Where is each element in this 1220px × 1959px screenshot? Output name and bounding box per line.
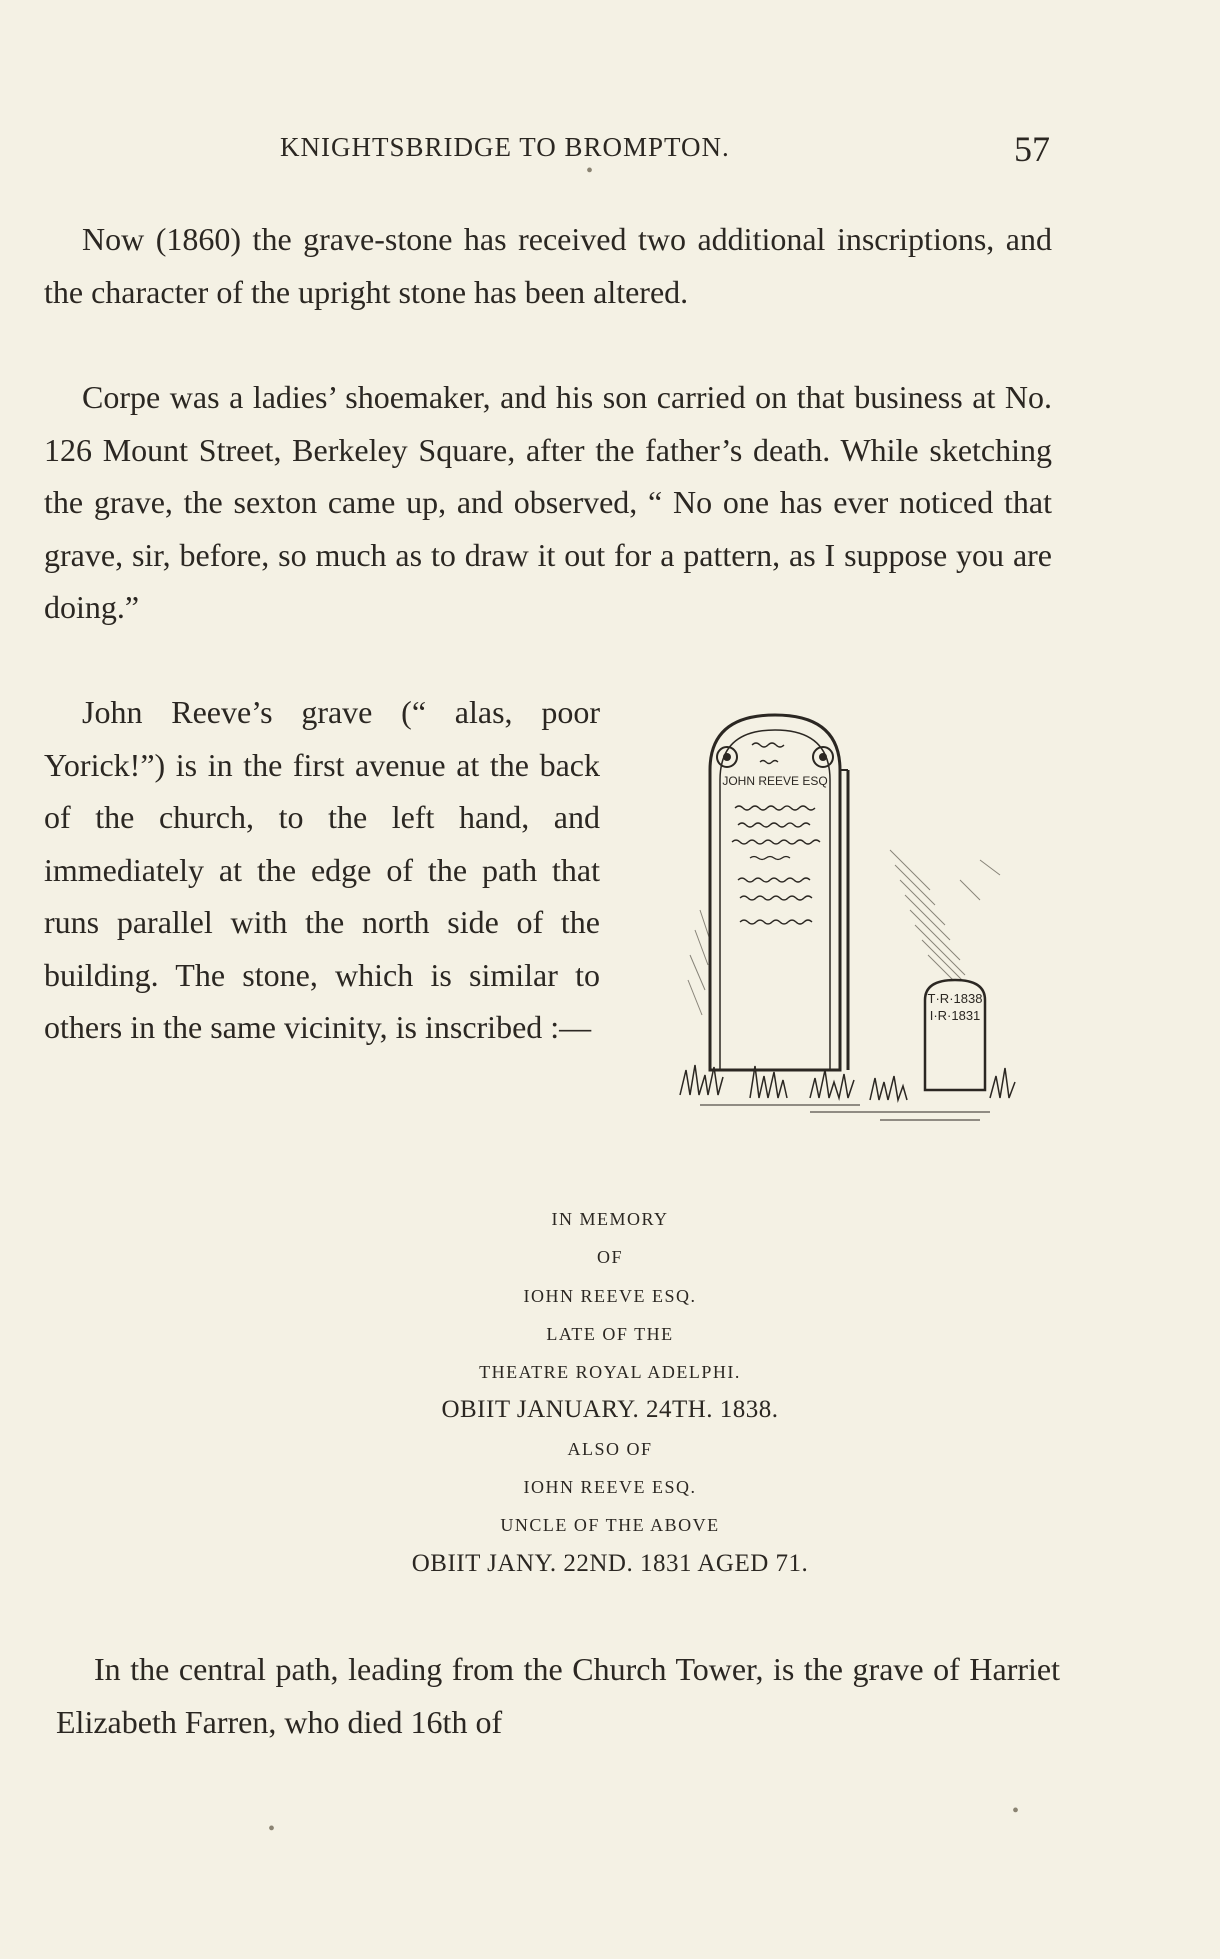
paper-speck: •	[1012, 1800, 1020, 1822]
inscription-line: THEATRE ROYAL ADELPHI.	[479, 1362, 741, 1383]
paper-speck: •	[586, 160, 594, 182]
inscription-line: OF	[596, 1247, 623, 1268]
paper-speck: •	[268, 1818, 276, 1840]
inscription-line: IOHN REEVE ESQ.	[523, 1285, 697, 1306]
paragraph-4: In the central path, leading from the Church Tower, is the grave of Harriet Elizabeth Farren, who died 16th of	[56, 1651, 1060, 1740]
footstone-line-2: I·R·1831	[929, 1008, 981, 1023]
running-head	[0, 128, 1220, 168]
ground-lines	[700, 1105, 990, 1120]
headstone-name: JOHN REEVE ESQ	[722, 774, 828, 788]
paragraph-1: Now (1860) the grave-stone has received two additional inscriptions, and the character of the upright stone has been altered.	[44, 221, 1052, 310]
paragraph-3: John Reeve’s grave (“ alas, poor Yorick!”) is in the first avenue at the back of the church, to the left hand, and immediately at the edge of the path that runs parallel with the north side of the building. The stone, which is similar to others in the same vicinity, is inscribed :—	[44, 694, 600, 1045]
inscription-line: OBIIT JANUARY. 24TH. 1838.	[441, 1396, 779, 1424]
inscription-line: IOHN REEVE ESQ.	[523, 1477, 697, 1498]
inscription-line: ALSO OF	[567, 1438, 653, 1459]
inscription-line: LATE OF THE	[546, 1323, 674, 1344]
headstone	[710, 715, 840, 1070]
paragraph-2: Corpe was a ladies’ shoemaker, and his son carried on that business at No. 126 Mount Street, Berkeley Square, after the father’s death. While sketching the grave, the sexton came up, and observed, “ No one has ever noticed that grave, sir, before, so much as to draw it out for a pattern, as I suppose you are doing.”	[44, 379, 1052, 625]
grave-illustration	[660, 700, 1060, 1130]
inscription-line: OBIIT JANY. 22ND. 1831 AGED 71.	[411, 1549, 809, 1577]
grave-inscription	[0, 1200, 1220, 1583]
inscription-line: IN MEMORY	[551, 1209, 669, 1229]
inscription-line: UNCLE OF THE ABOVE	[500, 1515, 720, 1536]
footstone-line-1: T·R·1838	[927, 991, 983, 1006]
page-number: 57	[1014, 129, 1050, 169]
running-title: KNIGHTSBRIDGE TO BROMPTON.	[280, 132, 730, 162]
